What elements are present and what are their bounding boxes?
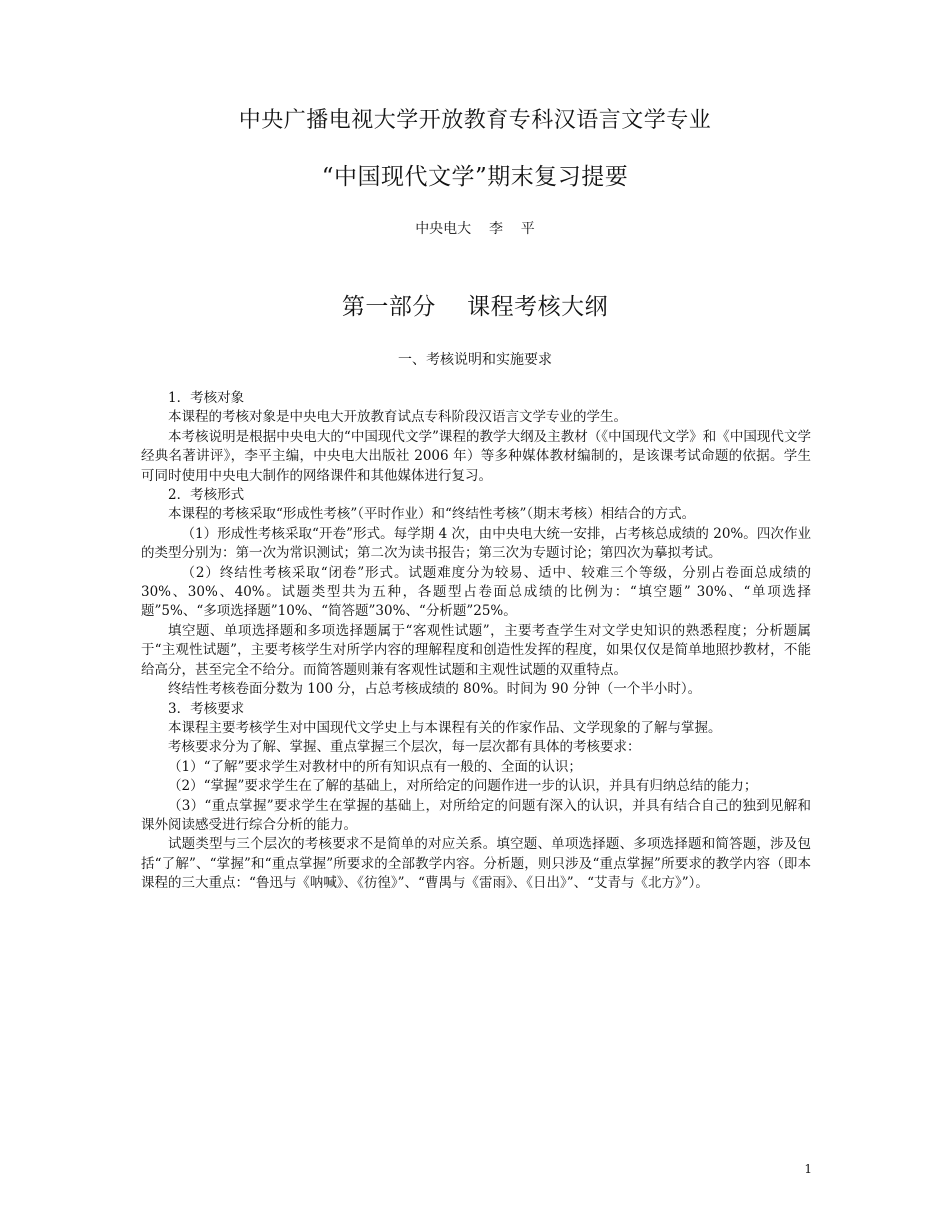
document-subtitle: “中国现代文学”期末复习提要 (321, 164, 629, 190)
paragraph: 本课程的考核采取“形成性考核”（平时作业）和“终结性考核”（期末考核）相结合的方式。 (168, 506, 696, 523)
paragraph: 填空题、单项选择题和多项选择题属于“客观性试题”，主要考查学生对文学史知识的熟悉程度；分析题属于“主观性试题”，主要考核学生对所学内容的理解程度和创造性发挥的程度，如果仅仅是简单地照抄教材，不能给高分，甚至完全不给分。而简答题则兼有客观性试题和主观性试题的双重特点。 (141, 622, 811, 678)
paragraph: 本课程的考核对象是中央电大开放教育试点专科阶段汉语言文学专业的学生。 (168, 409, 627, 426)
subheading-assessment-form: 2．考核形式 (168, 487, 245, 504)
paragraph: （1）形成性考核采取“开卷”形式。每学期 4 次，由中央电大统一安排，占考核总成绩的 20%。四次作业的类型分别为：第一次为常识测试；第二次为读书报告；第三次为专题讨论；第四次为摹拟考试。 (141, 525, 811, 562)
subheading-assessment-requirements: 3．考核要求 (168, 700, 245, 717)
subheading-assessment-target: 1．考核对象 (168, 390, 245, 406)
paragraph: （2）终结性考核采取“闭卷”形式。试题难度分为较易、适中、较难三个等级，分别占卷面总成绩的 30%、30%、40%。试题类型共为五种，各题型占卷面总成绩的比例为：“填空题” 30%、“单项选择题”5%、“多项选择题”10%、“简答题”30%、“分析题”25%。 (141, 564, 811, 620)
paragraph: 本考核说明是根据中央电大的“中国现代文学”课程的教学大纲及主教材（《中国现代文学》和《中国现代文学经典名著讲评》，李平主编，中央电大出版社 2006 年）等多种媒体教材编制的，是该课考试命题的依据。学生可同时使用中央电大制作的网络课件和其他媒体进行复习。 (141, 428, 811, 484)
paragraph: 考核要求分为了解、掌握、重点掌握三个层次，每一层次都有具体的考核要求： (168, 739, 641, 756)
part-heading: 第一部分 课程考核大纲 (341, 294, 609, 320)
page-number: 1 (804, 1162, 812, 1176)
paragraph: 试题类型与三个层次的考核要求不是简单的对应关系。填空题、单项选择题、多项选择题和简答题，涉及包括“了解”、“掌握”和“重点掌握”所要求的全部教学内容。分析题，则只涉及“重点掌握”所要求的教学内容（即本课程的三大重点：“鲁迅与《呐喊》、《彷徨》”、“曹禺与《雷雨》、《日出》”、“艾青与《北方》”）。 (141, 836, 811, 892)
paragraph: 本课程主要考核学生对中国现代文学史上与本课程有关的作家作品、文学现象的了解与掌握。 (168, 719, 722, 736)
paragraph: （3）“重点掌握”要求学生在掌握的基础上，对所给定的问题有深入的认识，并具有结合自己的独到见解和课外阅读感受进行综合分析的能力。 (141, 797, 811, 833)
author-line: 中央电大 李 平 (415, 221, 535, 237)
paragraph: （1）“了解”要求学生对教材中的所有知识点有一般的、全面的认识； (168, 758, 582, 775)
body-text (141, 389, 811, 894)
paragraph: （2）“掌握”要求学生在了解的基础上，对所给定的问题作进一步的认识，并具有归纳总结的能力； (168, 778, 758, 795)
document-title: 中央广播电视大学开放教育专科汉语言文学专业 (238, 108, 712, 133)
paragraph: 终结性考核卷面分数为 100 分，占总考核成绩的 80%。时间为 90 分钟（一个半小时）。 (168, 681, 702, 698)
section-heading: 一、考核说明和实施要求 (398, 352, 552, 368)
